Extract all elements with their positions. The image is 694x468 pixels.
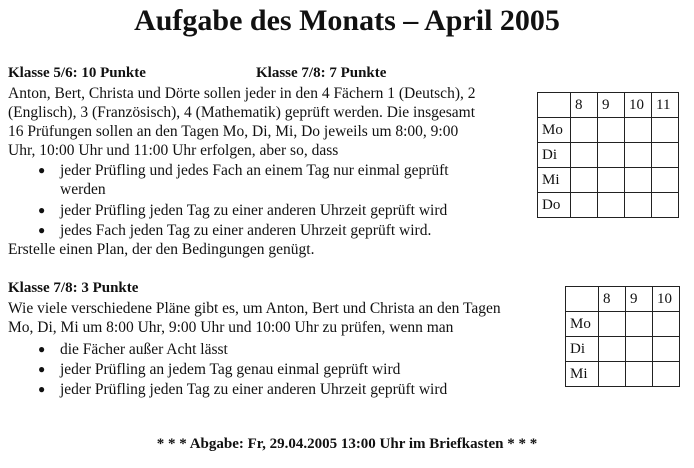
task1-header-right: Klasse 7/8: 7 Punkte [256, 65, 387, 81]
table-cell [599, 362, 626, 387]
table-cell [653, 337, 680, 362]
table-row [566, 362, 680, 387]
table-row-header: Di [538, 143, 571, 168]
table-header-row [566, 287, 680, 312]
bullet-icon: ● [38, 362, 46, 376]
table-cell [652, 143, 679, 168]
task1-bullet-2 [38, 201, 448, 220]
task1-bullet-3 [38, 221, 432, 240]
table-cell [626, 337, 653, 362]
table-row [538, 143, 679, 168]
table-cell [626, 362, 653, 387]
task1-header-left: Klasse 5/6: 10 Punkte [8, 65, 146, 81]
table-row [566, 337, 680, 362]
task1-bullet-1-line-1: jeder Prüfling und jedes Fach an einem Tag nur einmal geprüft [60, 162, 449, 179]
page-title: Aufgabe des Monats – April 2005 [134, 4, 560, 37]
bullet-icon: ● [38, 223, 46, 237]
table-cell [652, 118, 679, 143]
table-column-header: 10 [653, 287, 680, 312]
table-row [566, 312, 680, 337]
task1-bullet-3-text: jedes Fach jeden Tag zu einer anderen Uhrzeit geprüft wird. [60, 222, 432, 239]
task1-closing: Erstelle einen Plan, der den Bedingungen genügt. [8, 241, 315, 258]
table-cell [571, 118, 598, 143]
task1-bullet-1 [38, 161, 449, 199]
task1-line-3: 16 Prüfungen sollen an den Tagen Mo, Di, Mi, Do jeweils um 8:00, 9:00 [8, 123, 459, 140]
task2-line-1: Wie viele verschiedene Pläne gibt es, um Anton, Bert und Christa an den Tagen [8, 300, 501, 317]
table-cell [653, 362, 680, 387]
table-row [538, 193, 679, 218]
table-cell [625, 118, 652, 143]
table-row-header: Di [566, 337, 599, 362]
task2-header: Klasse 7/8: 3 Punkte [8, 280, 139, 296]
table-row-header: Do [538, 193, 571, 218]
task2-bullet-1-text: die Fächer außer Acht lässt [60, 341, 228, 358]
table-column-header: 8 [599, 287, 626, 312]
table-cell [571, 168, 598, 193]
bullet-icon: ● [38, 163, 46, 177]
task1-schedule-table [537, 92, 679, 218]
bullet-icon: ● [38, 203, 46, 217]
task1-bullet-1-line-2: werden [60, 181, 106, 198]
table-cell [653, 312, 680, 337]
bullet-icon: ● [38, 382, 46, 396]
task1-line-2: (Englisch), 3 (Französisch), 4 (Mathematik) geprüft werden. Die insgesamt [8, 104, 476, 121]
task2-bullet-2-text: jeder Prüfling an jedem Tag genau einmal geprüft wird [60, 361, 401, 378]
task2-bullet-3-text: jeder Prüfling jeden Tag zu einer anderen Uhrzeit geprüft wird [60, 381, 448, 398]
table-cell [652, 168, 679, 193]
table-column-header: 9 [626, 287, 653, 312]
table-column-header: 9 [598, 93, 625, 118]
table-cell [598, 168, 625, 193]
table-cell [625, 168, 652, 193]
bullet-icon: ● [38, 342, 46, 356]
table-cell [652, 193, 679, 218]
table-cell [625, 143, 652, 168]
table-row-header: Mi [566, 362, 599, 387]
task1-line-4: Uhr, 10:00 Uhr und 11:00 Uhr erfolgen, aber so, dass [8, 142, 339, 159]
table-cell [598, 193, 625, 218]
task2-bullet-1 [38, 340, 228, 359]
table-column-header: 10 [625, 93, 652, 118]
task1-bullet-2-text: jeder Prüfling jeden Tag zu einer anderen Uhrzeit geprüft wird [60, 202, 448, 219]
table-column-header: 11 [652, 93, 679, 118]
table-cell [599, 312, 626, 337]
task2-line-2: Mo, Di, Mi um 8:00 Uhr, 9:00 Uhr und 10:00 Uhr zu prüfen, wenn man [8, 319, 454, 336]
task1-line-1: Anton, Bert, Christa und Dörte sollen jeder in den 4 Fächern 1 (Deutsch), 2 [8, 85, 476, 102]
task2-bullet-2 [38, 360, 401, 379]
table-cell [626, 312, 653, 337]
table-cell [571, 143, 598, 168]
table-row [538, 168, 679, 193]
table-row-header: Mo [566, 312, 599, 337]
table-cell [598, 143, 625, 168]
submission-footer: * * * Abgabe: Fr, 29.04.2005 13:00 Uhr im Briefkasten * * * [156, 436, 538, 452]
task2-schedule-table [565, 286, 680, 387]
table-row [538, 118, 679, 143]
table-cell [598, 118, 625, 143]
table-cell [625, 193, 652, 218]
table-row-header: Mi [538, 168, 571, 193]
task2-bullet-3 [38, 380, 448, 399]
table-cell [599, 337, 626, 362]
table-header-row [538, 93, 679, 118]
table-row-header: Mo [538, 118, 571, 143]
table-corner-cell [538, 93, 571, 118]
table-cell [571, 193, 598, 218]
table-corner-cell [566, 287, 599, 312]
table-column-header: 8 [571, 93, 598, 118]
